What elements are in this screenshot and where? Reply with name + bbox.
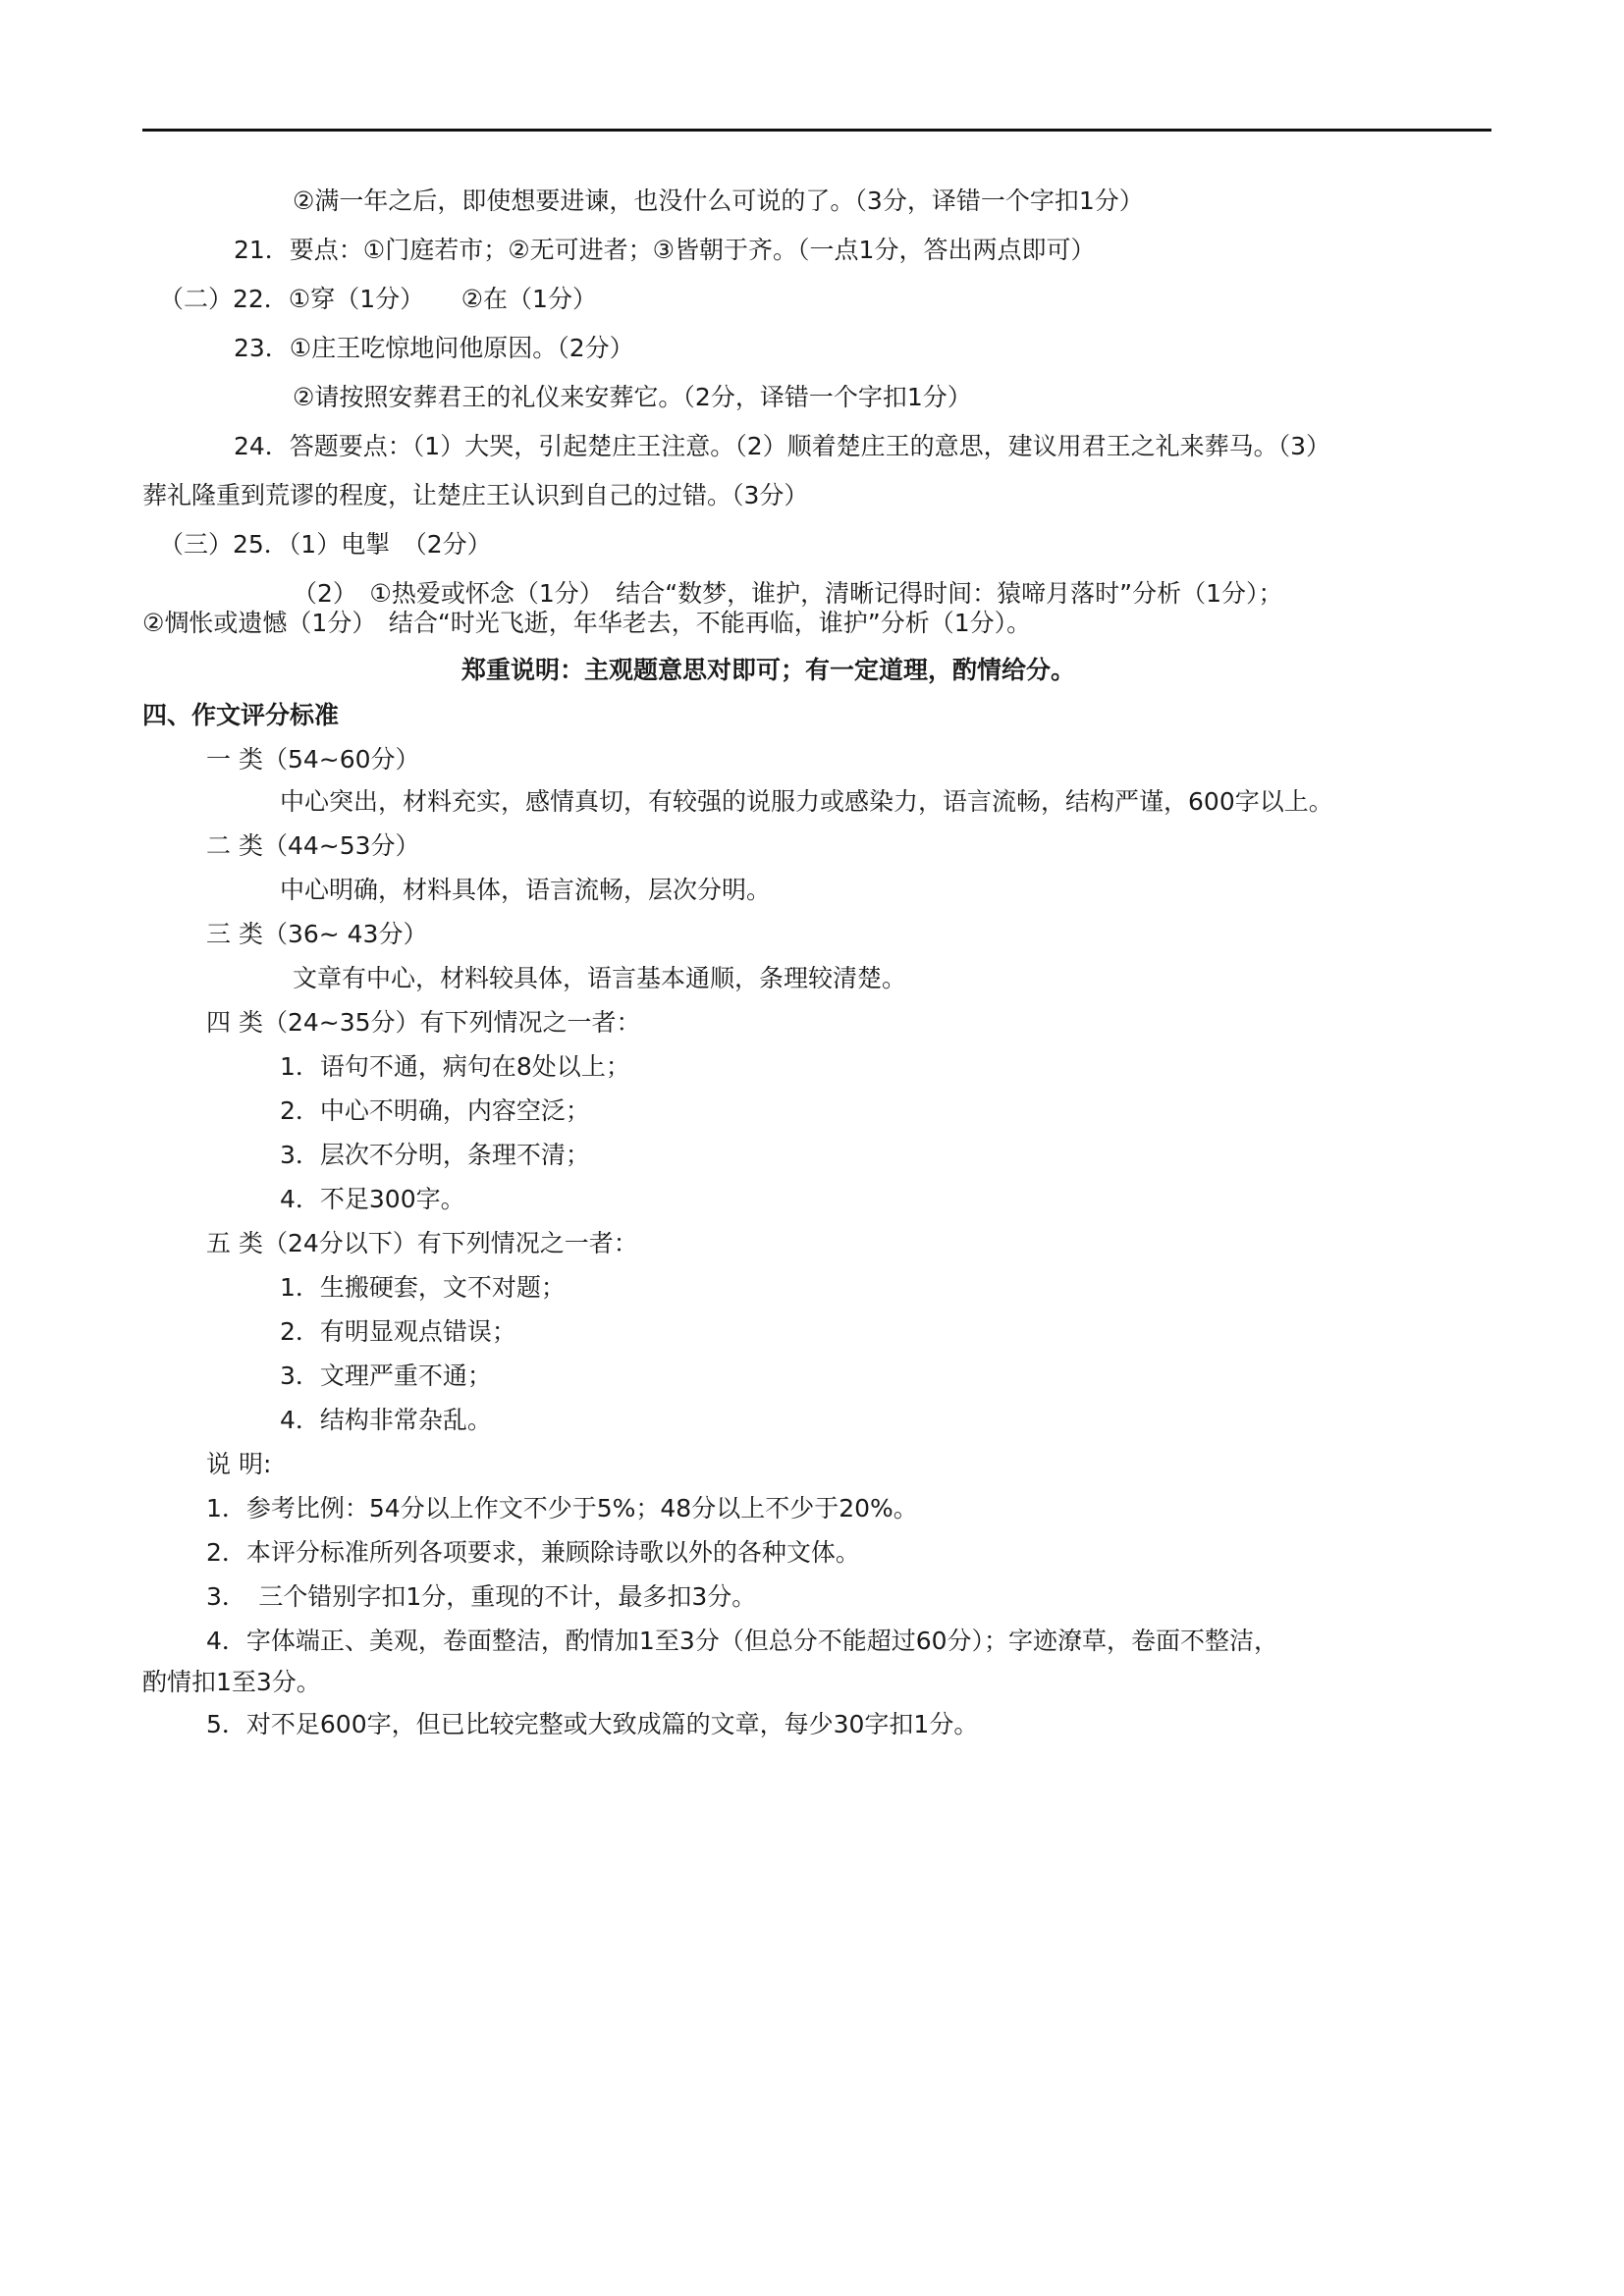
class5-item: 2．有明显观点错误； [280, 1317, 516, 1346]
answer-21: 21．要点：①门庭若市；②无可进者；③皆朝于齐。（一点1分，答出两点即可） [234, 236, 1096, 264]
answer-25-2-line2: ②惆怅或遗憾（1分） 结合“时光飞逝，年华老去，不能再临，谁护”分析（1分）。 [142, 609, 1032, 637]
note-item: 1．参考比例：54分以上作文不少于5%；48分以上不少于20%。 [206, 1494, 918, 1522]
header-rule [142, 129, 1491, 132]
essay-heading: 四、作文评分标准 [142, 701, 340, 729]
answer-20-2: ②满一年之后，即使想要进谏，也没什么可说的了。（3分，译错一个字扣1分） [293, 187, 1144, 215]
class5-title: 五 类（24分以下）有下列情况之一者： [206, 1229, 638, 1257]
notes-heading: 说 明: [206, 1450, 272, 1478]
answer-24-line2: 葬礼隆重到荒谬的程度，让楚庄王认识到自己的过错。（3分） [142, 481, 809, 509]
class5-item: 1．生搬硬套，文不对题； [280, 1273, 566, 1302]
class4-item: 3．层次不分明，条理不清； [280, 1141, 590, 1169]
class3-title: 三 类（36~ 43分） [206, 920, 428, 948]
class3-desc: 文章有中心，材料较具体，语言基本通顺，条理较清楚。 [293, 964, 907, 992]
note-item: 3． 三个错别字扣1分，重现的不计，最多扣3分。 [206, 1582, 757, 1611]
class5-item: 4．结构非常杂乱。 [280, 1406, 492, 1434]
answer-22: （二）22．①穿（1分） ②在（1分） [159, 285, 597, 313]
scoring-note: 郑重说明：主观题意思对即可；有一定道理，酌情给分。 [461, 656, 1076, 684]
class2-desc: 中心明确，材料具体，语言流畅，层次分明。 [280, 876, 772, 904]
class4-title: 四 类（24~35分）有下列情况之一者： [206, 1008, 641, 1037]
answer-25-2-line1: （2） ①热爱或怀念（1分） 结合“数梦，谁护，清晰记得时间：猿啼月落时”分析（1分）； [293, 579, 1283, 608]
class4-item: 1．语句不通，病句在8处以上； [280, 1052, 630, 1081]
answer-25-1: （三）25．（1）电掣 （2分） [159, 530, 492, 559]
answer-23-2: ②请按照安葬君王的礼仪来安葬它。（2分，译错一个字扣1分） [293, 383, 972, 411]
answer-24-line1: 24．答题要点：（1）大哭，引起楚庄王注意。（2）顺着楚庄王的意思，建议用君王之礼来葬马。（3） [234, 432, 1331, 460]
class4-item: 2．中心不明确，内容空泛； [280, 1096, 590, 1125]
note-item-continued: 酌情扣1至3分。 [142, 1668, 321, 1696]
note-item: 5．对不足600字，但已比较完整或大致成篇的文章，每少30字扣1分。 [206, 1710, 979, 1738]
class2-title: 二 类（44~53分） [206, 831, 420, 860]
class4-item: 4．不足300字。 [280, 1185, 465, 1213]
note-item: 2．本评分标准所列各项要求，兼顾除诗歌以外的各种文体。 [206, 1538, 860, 1567]
note-item: 4．字体端正、美观，卷面整洁，酌情加1至3分（但总分不能超过60分）；字迹潦草，卷面不整洁， [206, 1627, 1279, 1655]
answer-23-1: 23．①庄王吃惊地问他原因。（2分） [234, 334, 634, 362]
class1-title: 一 类（54~60分） [206, 745, 420, 774]
class5-item: 3．文理严重不通； [280, 1362, 492, 1390]
class1-desc: 中心突出，材料充实，感情真切，有较强的说服力或感染力，语言流畅，结构严谨，600字以上。 [280, 787, 1333, 816]
